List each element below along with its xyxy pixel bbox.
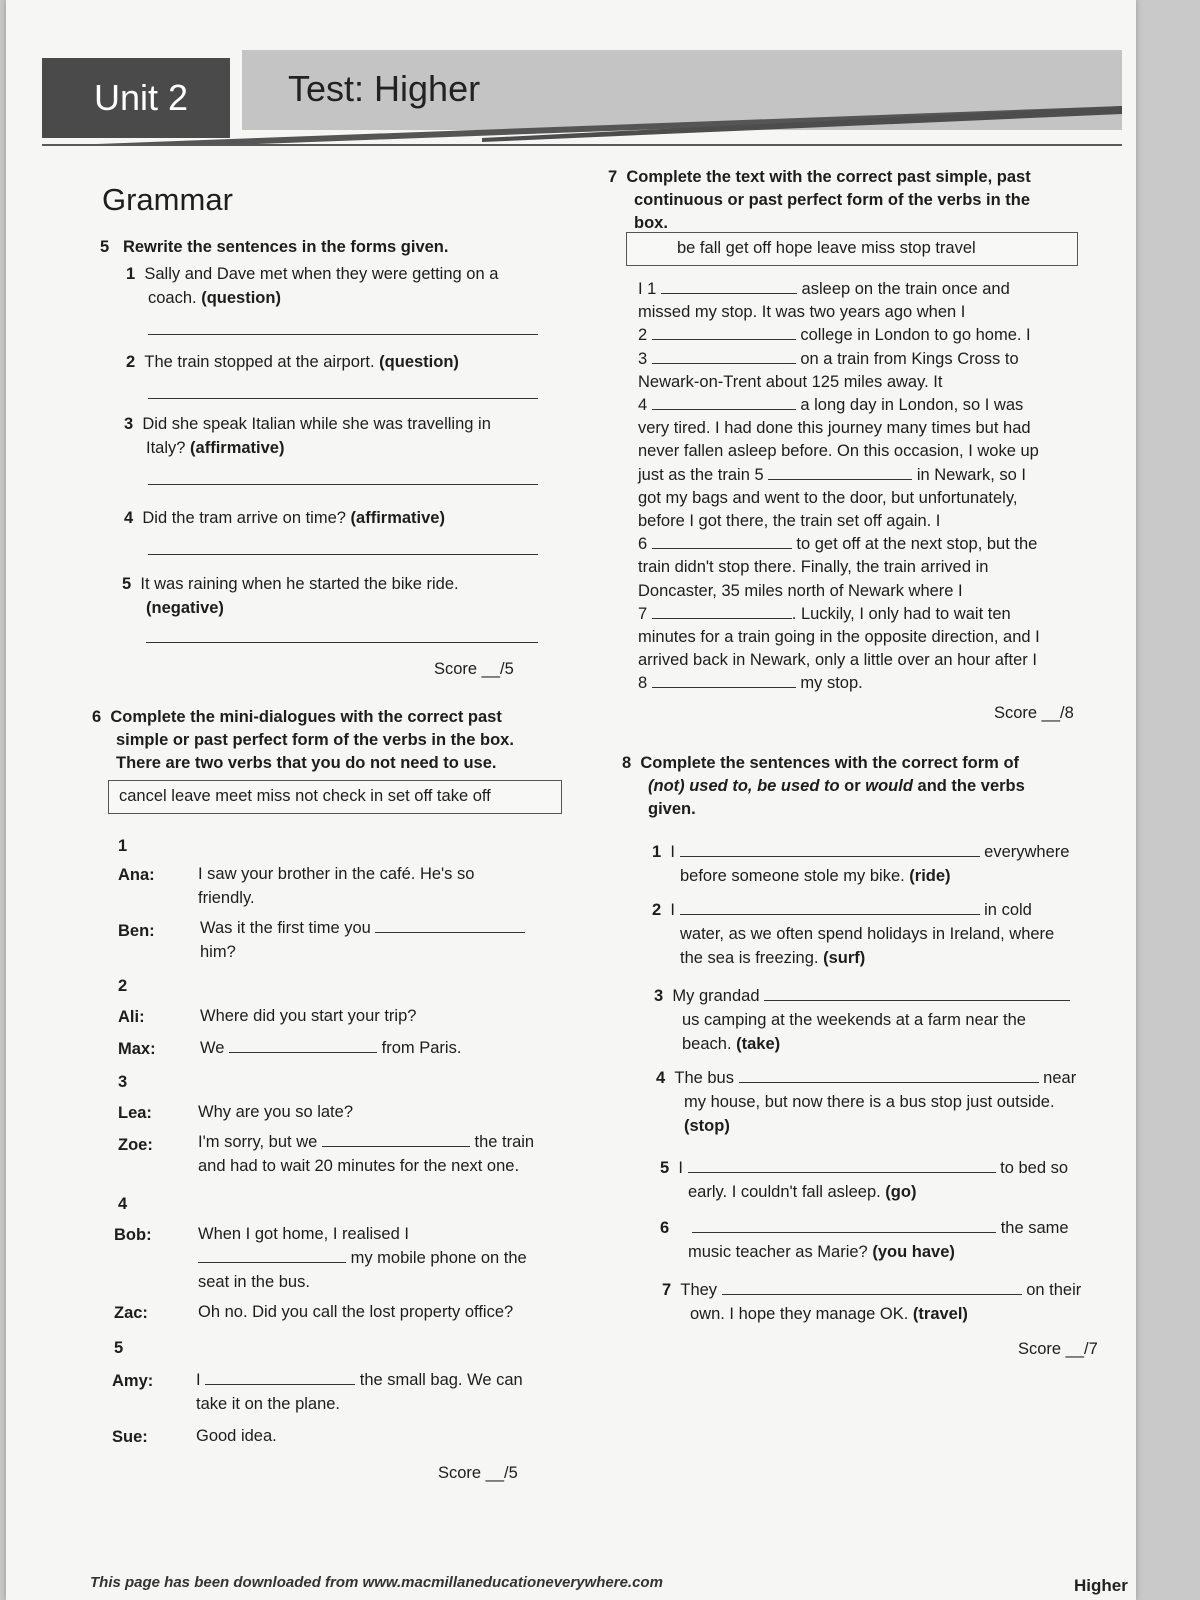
dialogue-text: from Paris. — [381, 1039, 462, 1057]
q5-answer-line-2[interactable] — [148, 398, 538, 399]
q8-item-verb: (take) — [736, 1035, 781, 1053]
q5-score: Score __/5 — [434, 660, 514, 678]
speaker-name: Amy: — [112, 1372, 154, 1390]
q5-item-form: (question) — [379, 353, 459, 371]
speaker-name: Sue: — [112, 1428, 148, 1446]
q7-line — [638, 324, 1098, 347]
q7-text: in Newark, so I — [916, 465, 1026, 484]
answer-blank[interactable] — [722, 1280, 1022, 1295]
q5-item-form: (question) — [201, 289, 281, 307]
dialogue-text: take it on the plane. — [196, 1395, 341, 1413]
q7-gap-number: 8 — [638, 674, 648, 693]
q8-item-text: everywhere — [984, 843, 1070, 861]
dialogue-line — [196, 1368, 576, 1416]
speaker-name: Ana: — [118, 866, 155, 884]
q8-item-number: 6 — [660, 1219, 670, 1237]
answer-blank[interactable] — [764, 986, 1070, 1001]
q8-item-number: 1 — [652, 843, 662, 861]
q8-item-text: I — [670, 843, 675, 861]
q6-instruction: There are two verbs that you do not need to use. — [116, 754, 497, 772]
q8-item-text: in cold — [984, 901, 1032, 919]
q7-gap-number: 2 — [638, 326, 648, 345]
q7-instruction: Complete the text with the correct past simple, past — [626, 168, 1031, 186]
q5-answer-line-4[interactable] — [148, 554, 538, 555]
answer-blank[interactable] — [652, 395, 796, 410]
q5-item-2 — [126, 350, 546, 374]
answer-blank[interactable] — [652, 325, 796, 340]
q8-item-verb: (you have) — [872, 1243, 955, 1261]
q8-item-text: the sea is freezing. — [680, 949, 819, 967]
dialogue-text: Was it the first time you — [200, 919, 371, 937]
dialogue-line — [198, 1130, 578, 1178]
q7-verb-box: be fall get off hope leave miss stop travel — [626, 232, 1078, 266]
q8-item-text: My grandad — [672, 987, 760, 1005]
q8-item-text: own. I hope they manage OK. — [690, 1305, 909, 1323]
q5-item-text: coach. — [148, 289, 197, 307]
q8-item-verb: (surf) — [823, 949, 866, 967]
q8-item-6 — [660, 1216, 1120, 1264]
q5-item-number: 1 — [126, 265, 136, 283]
q8-item-number: 7 — [662, 1281, 672, 1299]
dialogue-text: I'm sorry, but we — [198, 1133, 318, 1151]
q6-score: Score __/5 — [438, 1464, 518, 1482]
q8-item-number: 2 — [652, 901, 662, 919]
dialogue-text: my mobile phone on the — [350, 1249, 527, 1267]
q5-item-number: 5 — [122, 575, 132, 593]
dialogue-line: Oh no. Did you call the lost property office? — [198, 1303, 514, 1321]
dialogue-line: Where did you start your trip? — [200, 1007, 417, 1025]
q7-text-block — [638, 278, 1098, 696]
speaker-name: Zac: — [114, 1304, 148, 1322]
q8-score: Score __/7 — [1018, 1340, 1098, 1358]
q5-item-4 — [124, 506, 544, 530]
q8-item-text: to bed so — [1000, 1159, 1069, 1177]
q7-line: never fallen asleep before. On this occasion, I woke up — [638, 442, 1039, 461]
test-title: Test: Higher — [288, 68, 481, 109]
q7-text: my stop. — [800, 674, 863, 693]
q5-instruction: Rewrite the sentences in the forms given. — [122, 238, 449, 256]
q8-instruction: given. — [648, 800, 696, 818]
q8-item-text: beach. — [682, 1035, 732, 1053]
q8-item-text: I — [670, 901, 675, 919]
q5-number: 5 — [100, 238, 110, 256]
dialogue-text: We — [200, 1039, 225, 1057]
q7-heading — [608, 166, 1088, 235]
answer-blank[interactable] — [205, 1370, 355, 1385]
q8-item-text: my house, but now there is a bus stop just outside. — [684, 1093, 1055, 1111]
q5-item-number: 2 — [126, 353, 136, 371]
speaker-name: Lea: — [118, 1104, 152, 1122]
q5-answer-line-5[interactable] — [146, 642, 538, 643]
answer-blank[interactable] — [652, 604, 792, 619]
q5-answer-line-1[interactable] — [148, 334, 538, 335]
q6-dialogue-number: 5 — [114, 1339, 124, 1357]
answer-blank[interactable] — [768, 465, 912, 480]
q7-line: got my bags and went to the door, but unfortunately, — [638, 488, 1018, 507]
q7-line: missed my stop. It was two years ago when I — [638, 303, 966, 322]
q7-text: a long day in London, so I was — [800, 396, 1024, 415]
q5-item-number: 4 — [124, 509, 134, 527]
q7-text: asleep on the train once and — [801, 280, 1010, 298]
q8-item-text: us camping at the weekends at a farm near the — [682, 1011, 1026, 1029]
q8-item-7 — [662, 1278, 1122, 1326]
q5-item-form: (affirmative) — [190, 439, 285, 457]
answer-blank[interactable] — [652, 349, 796, 364]
q7-score: Score __/8 — [994, 704, 1074, 722]
q5-item-3 — [124, 412, 544, 460]
q8-heading — [622, 752, 1102, 821]
download-notice: This page has been downloaded from www.macmillaneducationeverywhere.com — [90, 1574, 663, 1591]
q5-item-text: It was raining when he started the bike ride. — [140, 575, 459, 593]
speaker-name: Bob: — [114, 1226, 152, 1244]
q7-text: on a train from Kings Cross to — [800, 349, 1019, 368]
q7-instruction: box. — [634, 214, 668, 232]
dialogue-text: him? — [200, 943, 236, 961]
q5-item-form: (affirmative) — [350, 509, 445, 527]
dialogue-text: When I got home, I realised I — [198, 1225, 409, 1243]
q7-gap-number: 3 — [638, 349, 648, 368]
q8-instruction: Complete the sentences with the correct form of — [640, 754, 1020, 772]
q8-item-text: on their — [1026, 1281, 1082, 1299]
answer-blank[interactable] — [322, 1132, 470, 1147]
q6-instruction: Complete the mini-dialogues with the correct past — [110, 708, 502, 726]
q8-item-4 — [656, 1066, 1118, 1138]
q8-item-text: music teacher as Marie? — [688, 1243, 868, 1261]
answer-blank[interactable] — [229, 1038, 377, 1053]
section-title: Grammar — [102, 182, 233, 217]
q5-item-text: Sally and Dave met when they were getting on a — [144, 265, 499, 283]
answer-blank[interactable] — [198, 1248, 346, 1263]
q8-item-2 — [652, 898, 1112, 970]
q6-dialogue-number: 4 — [118, 1195, 128, 1213]
q5-answer-line-3[interactable] — [148, 484, 538, 485]
q8-item-text: They — [680, 1281, 718, 1299]
q8-item-5 — [660, 1156, 1120, 1204]
q5-item-form: (negative) — [146, 599, 224, 617]
answer-blank[interactable] — [375, 918, 525, 933]
q5-item-text: Italy? — [146, 439, 186, 457]
q5-item-1 — [126, 262, 526, 310]
q7-gap-number: 4 — [638, 396, 648, 415]
q6-dialogue-number: 1 — [118, 837, 128, 855]
q7-line — [638, 672, 1098, 695]
dialogue-text: the train — [474, 1133, 535, 1151]
q8-instruction: would — [865, 777, 913, 795]
dialogue-text: and had to wait 20 minutes for the next one. — [198, 1157, 520, 1175]
speaker-name: Zoe: — [118, 1136, 153, 1154]
dialogue-text: I — [196, 1371, 201, 1389]
q8-item-number: 5 — [660, 1159, 670, 1177]
dialogue-line — [200, 916, 560, 964]
q5-item-text: The train stopped at the airport. — [144, 353, 375, 371]
answer-blank[interactable] — [680, 900, 980, 915]
unit-text: Unit 2 — [94, 77, 189, 118]
dialogue-line — [198, 862, 558, 910]
speaker-name: Ben: — [118, 922, 155, 940]
q8-instruction: (not) used to, be used to — [648, 777, 840, 795]
q7-line: Doncaster, 35 miles north of Newark where I — [638, 581, 963, 600]
q6-verb-box: cancel leave meet miss not check in set off take off — [108, 780, 562, 814]
q7-line — [638, 603, 1098, 626]
q8-item-1 — [652, 840, 1112, 888]
q7-gap-number: 6 — [638, 535, 648, 554]
speaker-name: Max: — [118, 1040, 156, 1058]
q7-line: arrived back in Newark, only a little over an hour after I — [638, 651, 1037, 670]
q6-dialogue-number: 3 — [118, 1073, 128, 1091]
answer-blank[interactable] — [652, 673, 796, 688]
q7-text: . Luckily, I only had to wait ten — [791, 604, 1011, 623]
q6-number: 6 — [92, 708, 102, 726]
q5-item-number: 3 — [124, 415, 134, 433]
q5-heading — [100, 236, 448, 259]
q5-item-5 — [122, 572, 542, 620]
q8-item-text: The bus — [674, 1069, 734, 1087]
q7-line — [638, 348, 1098, 371]
q8-item-verb: (stop) — [684, 1117, 730, 1135]
q8-instruction: and the verbs — [917, 777, 1025, 795]
q7-gap-number: 7 — [638, 604, 648, 623]
dialogue-line — [198, 1222, 578, 1294]
q8-item-text: water, as we often spend holidays in Ireland, where — [680, 925, 1055, 943]
q7-line: before I got there, the train set off again. I — [638, 512, 941, 531]
q7-number: 7 — [608, 168, 618, 186]
q6-instruction: simple or past perfect form of the verbs in the box. — [116, 731, 514, 749]
answer-blank[interactable] — [692, 1218, 996, 1233]
dialogue-text: I saw your brother in the café. He's so — [198, 865, 475, 883]
q8-item-number: 3 — [654, 987, 664, 1005]
q7-gap-number: just as the train 5 — [638, 465, 764, 484]
header-rule — [42, 106, 1122, 146]
answer-blank[interactable] — [739, 1068, 1039, 1083]
speaker-name: Ali: — [118, 1008, 145, 1026]
q7-gap-number: I 1 — [638, 280, 657, 298]
q8-item-verb: (ride) — [909, 867, 951, 885]
worksheet-page — [6, 0, 1136, 1600]
q8-item-verb: (go) — [885, 1183, 917, 1201]
q8-item-number: 4 — [656, 1069, 666, 1087]
q7-text: college in London to go home. I — [800, 326, 1031, 345]
q8-item-verb: (travel) — [912, 1305, 968, 1323]
q8-item-text: early. I couldn't fall asleep. — [688, 1183, 881, 1201]
q7-line — [638, 394, 1098, 417]
answer-blank[interactable] — [661, 279, 797, 294]
dialogue-line: Why are you so late? — [198, 1103, 353, 1121]
q6-heading — [92, 706, 572, 775]
q5-item-text: Did she speak Italian while she was travelling in — [142, 415, 491, 433]
q7-text: to get off at the next stop, but the — [796, 535, 1038, 554]
level-label: Higher — [1074, 1576, 1128, 1595]
q7-line — [638, 464, 1098, 487]
dialogue-line: Good idea. — [196, 1427, 277, 1445]
answer-blank[interactable] — [688, 1158, 996, 1173]
dialogue-text: seat in the bus. — [198, 1273, 310, 1291]
q8-item-text: before someone stole my bike. — [680, 867, 905, 885]
dialogue-line — [200, 1036, 560, 1060]
q8-item-text: near — [1043, 1069, 1077, 1087]
q7-line: very tired. I had done this journey many times but had — [638, 419, 1031, 438]
dialogue-text: the small bag. We can — [359, 1371, 523, 1389]
q5-item-text: Did the tram arrive on time? — [142, 509, 346, 527]
q8-instruction: or — [844, 777, 861, 795]
q7-instruction: continuous or past perfect form of the verbs in the — [634, 191, 1031, 209]
answer-blank[interactable] — [680, 842, 980, 857]
q7-line — [638, 278, 1098, 301]
q7-line — [638, 533, 1098, 556]
q8-item-text: I — [678, 1159, 683, 1177]
q7-line: minutes for a train going in the opposite direction, and I — [638, 628, 1040, 647]
q7-line: Newark-on-Trent about 125 miles away. It — [638, 372, 943, 391]
q7-line: train didn't stop there. Finally, the train arrived in — [638, 558, 989, 577]
q6-dialogue-number: 2 — [118, 977, 128, 995]
q8-item-text: the same — [1000, 1219, 1069, 1237]
dialogue-text: friendly. — [198, 889, 255, 907]
answer-blank[interactable] — [652, 534, 792, 549]
q8-number: 8 — [622, 754, 632, 772]
q8-item-3 — [654, 984, 1114, 1056]
